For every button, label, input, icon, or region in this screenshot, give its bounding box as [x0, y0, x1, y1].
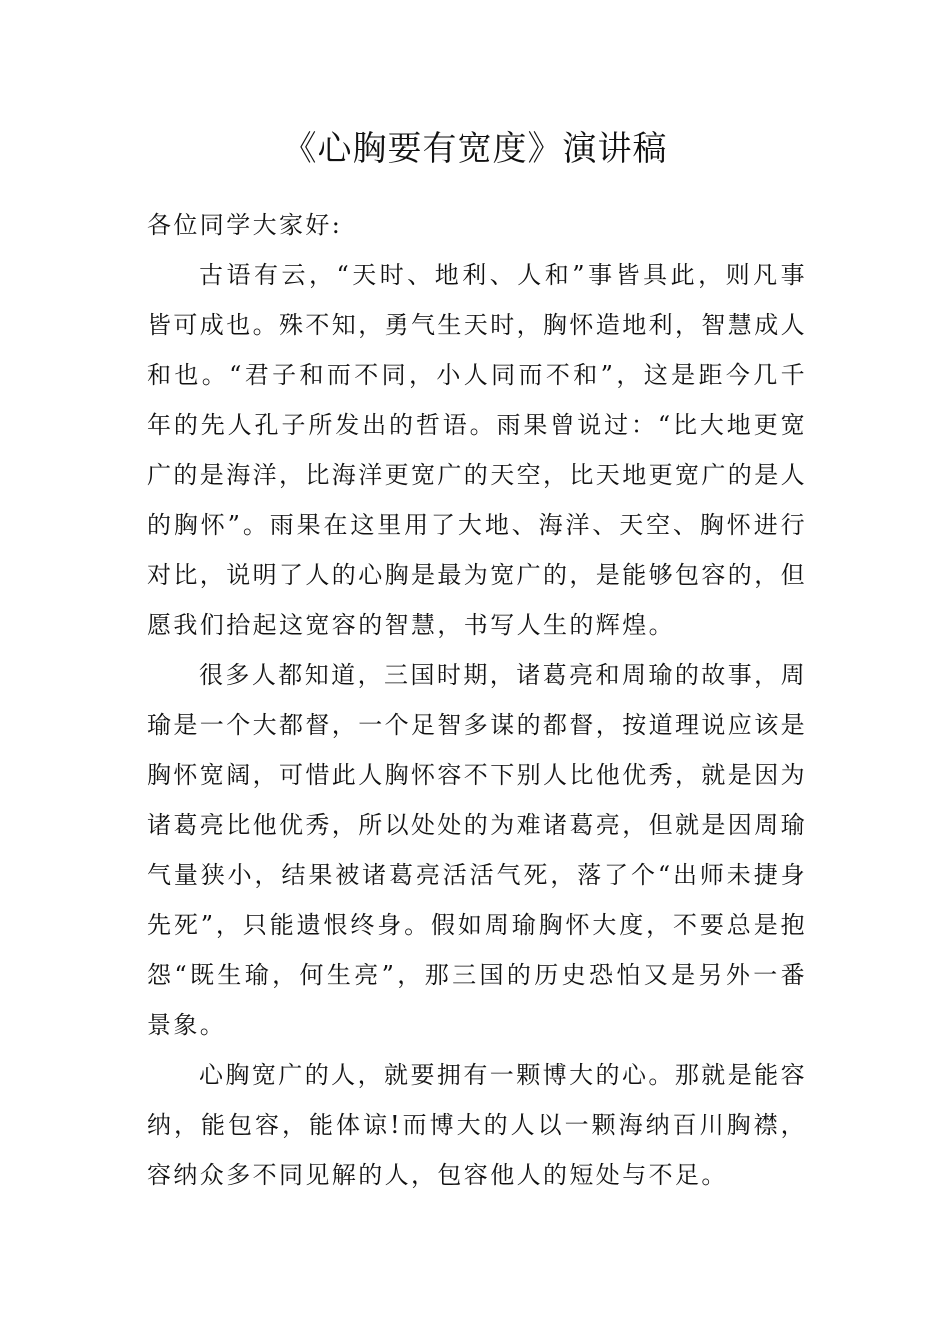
document-body [147, 200, 807, 1200]
document-title: 《心胸要有宽度》演讲稿 [282, 129, 668, 169]
paragraph-2: 很多人都知道，三国时期，诸葛亮和周瑜的故事，周瑜是一个大都督，一个足智多谋的都督，按道理说应该是胸怀宽阔，可惜此人胸怀容不下别人比他优秀，就是因为诸葛亮比他优秀，所以处处的为难诸葛亮，但就是因周瑜气量狭小，结果被诸葛亮活活气死，落了个“出师未捷身先死”，只能遗恨终身。假如周瑜胸怀大度，不要总是抱怨“既生瑜，何生亮”，那三国的历史恐怕又是另外一番景象。 [147, 661, 807, 1039]
salutation: 各位同学大家好: [147, 211, 343, 239]
paragraph-1: 古语有云，“天时、地利、人和”事皆具此，则凡事皆可成也。殊不知，勇气生天时，胸怀造地利，智慧成人和也。“君子和而不同，小人同而不和”，这是距今几千年的先人孔子所发出的哲语。雨果曾说过：“比大地更宽广的是海洋，比海洋更宽广的天空，比天地更宽广的是人的胸怀”。雨果在这里用了大地、海洋、天空、胸怀进行对比，说明了人的心胸是最为宽广的，是能够包容的，但愿我们拾起这宽容的智慧，书写人生的辉煌。 [147, 261, 807, 639]
paragraph-3: 心胸宽广的人，就要拥有一颗博大的心。那就是能容纳，能包容，能体谅!而博大的人以一颗海纳百川胸襟，容纳众多不同见解的人，包容他人的短处与不足。 [147, 1061, 807, 1189]
